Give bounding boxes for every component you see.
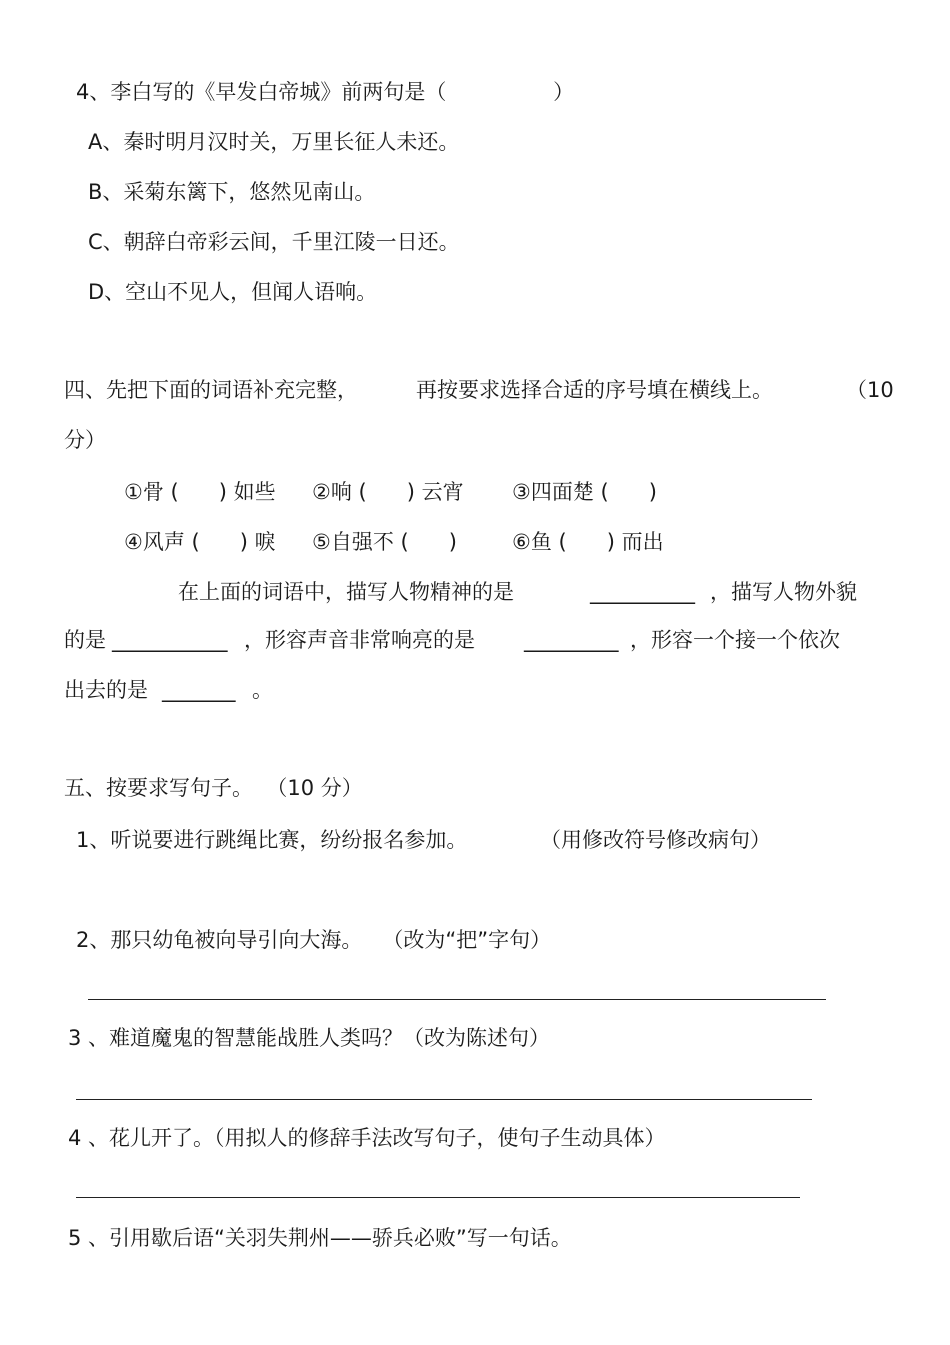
section4-heading-part2: 再按要求选择合适的序号填在横线上。 — [416, 378, 773, 402]
answer-line-4[interactable] — [76, 1197, 800, 1198]
section4-heading-points: （10 — [846, 378, 894, 402]
section4-heading-part1: 四、先把下面的词语补充完整， — [64, 378, 358, 402]
section5-heading: 五、按要求写句子。 （10 分） — [64, 776, 363, 800]
s5-item-2: 2、那只幼龟被向导引向大海。 （改为“把”字句） — [76, 928, 552, 952]
q4-option-b: B、采菊东篱下，悠然见南山。 — [88, 180, 376, 204]
para-line1-text-b: ，描写人物外貌 — [710, 580, 857, 604]
para-line3-text-b: 。 — [252, 678, 273, 702]
word-item-4: ④风声 ( ) 唳 — [124, 530, 276, 554]
para-line2-blank2[interactable]: _________ — [524, 628, 619, 652]
para-line2-text-b: ，形容声音非常响亮的是 — [244, 628, 475, 652]
para-line2-text-c: ，形容一个接一个依次 — [630, 628, 840, 652]
word-item-6: ⑥鱼 ( ) 而出 — [512, 530, 664, 554]
s5-item-1-note: （用修改符号修改病句） — [540, 828, 771, 852]
answer-line-2[interactable] — [88, 999, 826, 1000]
word-item-1: ①骨 ( ) 如些 — [124, 480, 276, 504]
s5-item-1: 1、听说要进行跳绳比赛，纷纷报名参加。 — [76, 828, 468, 852]
q4-option-a: A、秦时明月汉时关，万里长征人未还。 — [88, 130, 460, 154]
para-line1-blank[interactable]: __________ — [590, 580, 695, 604]
para-line2-blank1[interactable]: ___________ — [112, 628, 228, 652]
word-item-2: ②响 ( ) 云宵 — [312, 480, 464, 504]
section4-heading-cont: 分） — [64, 428, 106, 452]
s5-item-3: 3 、难道魔鬼的智慧能战胜人类吗？（改为陈述句） — [68, 1026, 551, 1050]
para-line1-text-a: 在上面的词语中，描写人物精神的是 — [178, 580, 514, 604]
q4-stem: 4、李白写的《早发白帝城》前两句是（ ） — [76, 80, 575, 104]
para-line2-text-a: 的是 — [64, 628, 106, 652]
para-line3-blank[interactable]: _______ — [162, 678, 236, 702]
q4-option-d: D、空山不见人，但闻人语响。 — [88, 280, 378, 304]
word-item-3: ③四面楚 ( ) — [512, 480, 657, 504]
s5-item-4: 4 、花儿开了。（用拟人的修辞手法改写句子，使句子生动具体） — [68, 1126, 666, 1150]
q4-option-c: C、朝辞白帝彩云间，千里江陵一日还。 — [88, 230, 460, 254]
answer-line-3[interactable] — [76, 1099, 812, 1100]
s5-item-5: 5 、引用歇后语“关羽失荆州——骄兵必败”写一句话。 — [68, 1226, 572, 1250]
para-line3-text-a: 出去的是 — [64, 678, 148, 702]
word-item-5: ⑤自强不 ( ) — [312, 530, 457, 554]
